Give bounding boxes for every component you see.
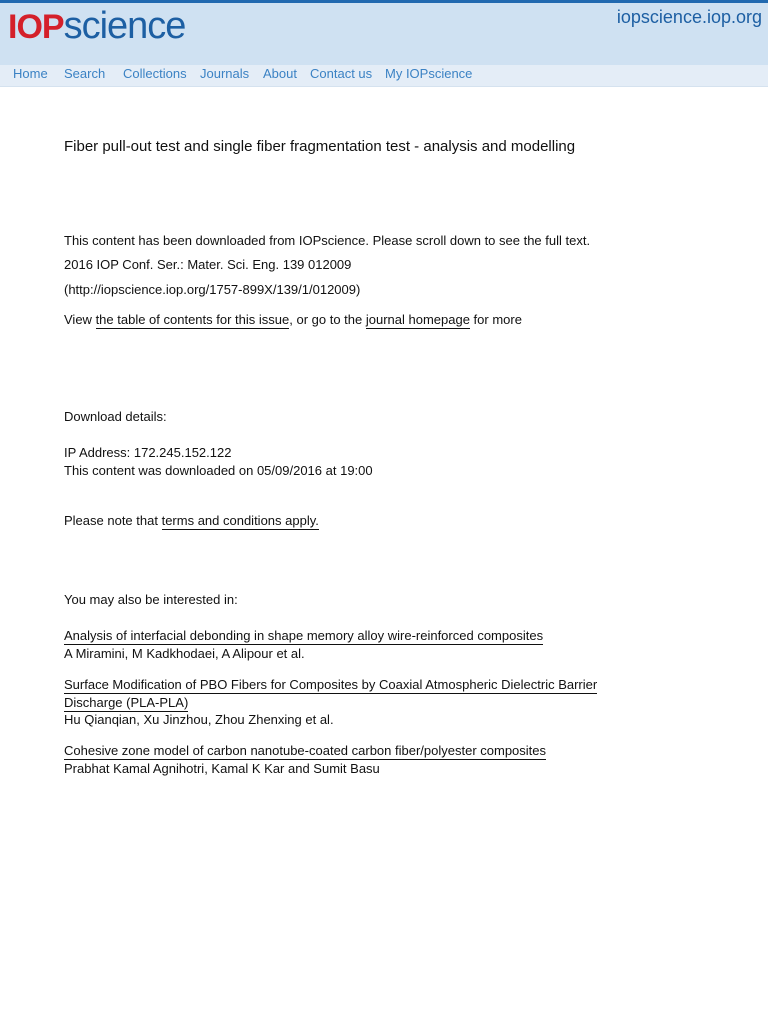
- nav-about[interactable]: About: [263, 66, 297, 81]
- nav-contact-us[interactable]: Contact us: [310, 66, 373, 81]
- view-suffix-text: for more: [469, 312, 522, 327]
- nav-my-iopscience[interactable]: My IOPscience: [385, 66, 473, 81]
- nav-search[interactable]: Search: [64, 66, 106, 81]
- ip-address: IP Address: 172.245.152.122: [64, 445, 232, 460]
- logo-iop-text: IOP: [8, 8, 64, 46]
- site-url[interactable]: iopscience.iop.org: [616, 7, 762, 27]
- related-article-2: [64, 676, 624, 712]
- related-article-authors: Hu Qianqian, Xu Jinzhou, Zhou Zhenxing et al.: [64, 712, 334, 727]
- download-timestamp: This content was downloaded on 05/09/2016 at 19:00: [64, 463, 373, 478]
- iopscience-logo[interactable]: [8, 5, 185, 49]
- terms-line: [64, 513, 319, 529]
- nav-journals[interactable]: Journals: [200, 66, 250, 81]
- view-line: [64, 312, 522, 328]
- journal-homepage-link[interactable]: journal homepage: [365, 312, 470, 327]
- related-heading: You may also be interested in:: [64, 592, 238, 607]
- related-article-title-link[interactable]: Surface Modification of PBO Fibers for Composites by Coaxial Atmospheric Dielectric Barrier Discharge (PLA-PLA): [64, 677, 598, 710]
- download-details-heading: Download details:: [64, 409, 167, 424]
- terms-and-conditions-link[interactable]: terms and conditions apply.: [161, 513, 319, 528]
- related-article-1: [64, 627, 624, 645]
- related-article-3: [64, 742, 624, 760]
- main-nav: [0, 65, 768, 87]
- related-article-authors: A Miramini, M Kadkhodaei, A Alipour et al.: [64, 646, 305, 661]
- article-url: (http://iopscience.iop.org/1757-899X/139/1/012009): [64, 282, 361, 297]
- related-article-authors: Prabhat Kamal Agnihotri, Kamal K Kar and Sumit Basu: [64, 761, 380, 776]
- related-article-title-link[interactable]: Analysis of interfacial debonding in shape memory alloy wire-reinforced composites: [64, 628, 544, 643]
- logo-science-text: science: [63, 5, 186, 47]
- view-middle-text: , or go to the: [289, 312, 366, 327]
- terms-prefix-text: Please note that: [64, 513, 162, 528]
- table-of-contents-link[interactable]: the table of contents for this issue: [95, 312, 290, 327]
- nav-home[interactable]: Home: [13, 66, 48, 81]
- nav-collections[interactable]: Collections: [123, 66, 187, 81]
- site-header: [0, 0, 768, 65]
- article-title: Fiber pull-out test and single fiber fragmentation test - analysis and modelling: [64, 138, 576, 155]
- view-prefix-text: View: [64, 312, 96, 327]
- related-article-title-link[interactable]: Cohesive zone model of carbon nanotube-coated carbon fiber/polyester composites: [64, 743, 547, 758]
- download-notice: This content has been downloaded from IOPscience. Please scroll down to see the full text.: [64, 233, 591, 248]
- citation: 2016 IOP Conf. Ser.: Mater. Sci. Eng. 139 012009: [64, 257, 352, 272]
